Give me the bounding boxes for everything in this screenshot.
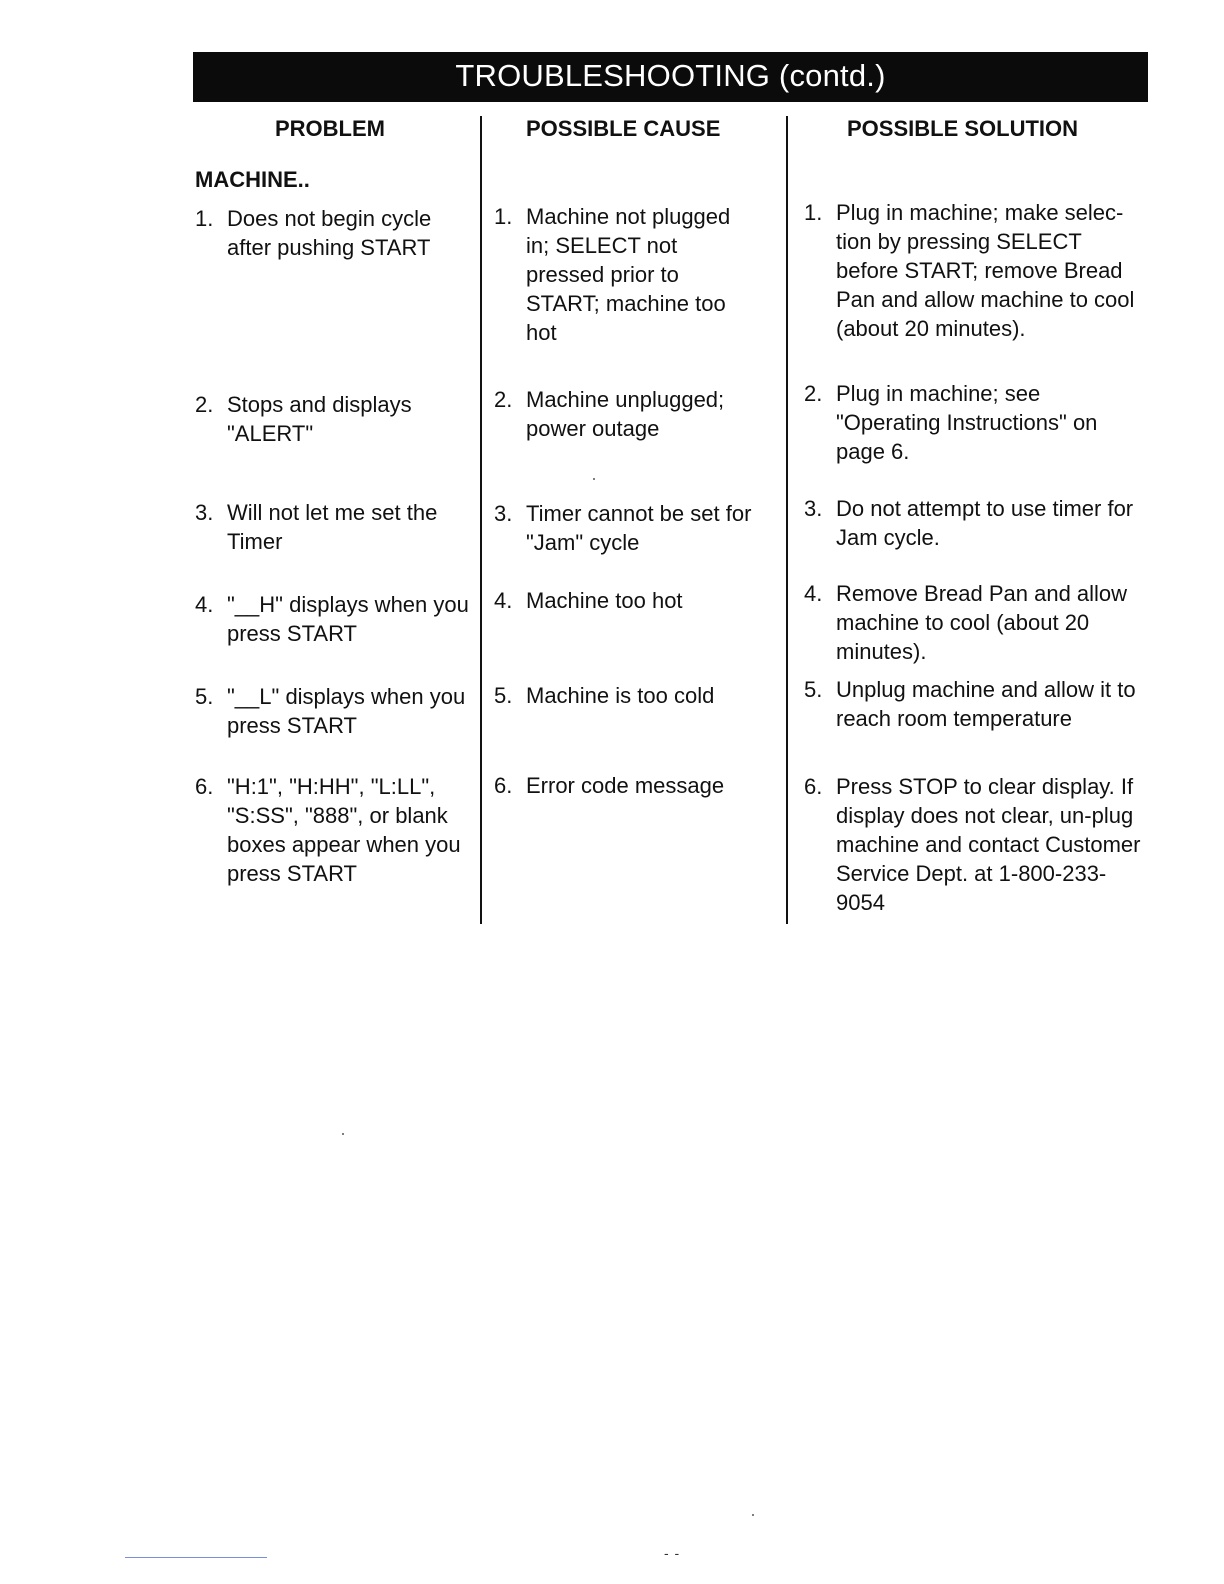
header-possible-cause: POSSIBLE CAUSE [526, 116, 721, 141]
problem-number: 3. [195, 500, 214, 525]
solution-number: 5. [804, 677, 823, 702]
scan-speck [342, 1133, 344, 1135]
cause-item [494, 385, 756, 443]
solution-text: Do not attempt to use timer for Jam cycle. [836, 496, 1134, 550]
header-possible-solution: POSSIBLE SOLUTION [847, 116, 1079, 141]
cause-number: 2. [494, 387, 513, 412]
problem-text: "__H" displays when you press START [227, 592, 469, 646]
column-divider-right [786, 116, 788, 924]
footer-rule [125, 1557, 267, 1558]
solution-number: 6. [804, 774, 823, 799]
cause-text: Machine not plugged in; SELECT not pressed prior to START; machine too hot [526, 204, 731, 345]
column-divider-left [480, 116, 482, 924]
solution-text: Plug in machine; see "Operating Instructions" on page 6. [836, 381, 1098, 464]
problem-item [195, 772, 475, 888]
cause-text: Machine too hot [526, 588, 683, 613]
problem-item [195, 682, 470, 740]
problem-item [195, 390, 470, 448]
problem-number: 6. [195, 774, 214, 799]
page-number: - - [664, 1545, 681, 1561]
page-title: TROUBLESHOOTING (contd.) [193, 52, 1148, 102]
problem-number: 4. [195, 592, 214, 617]
cause-text: Timer cannot be set for "Jam" cycle [526, 501, 752, 555]
problem-text: Will not let me set the Timer [227, 500, 438, 554]
cause-text: Error code message [526, 773, 725, 798]
solution-number: 4. [804, 581, 823, 606]
cause-number: 1. [494, 204, 513, 229]
cause-number: 6. [494, 773, 513, 798]
problem-text: Does not begin cycle after pushing START [227, 206, 432, 260]
cause-text: Machine unplugged; power outage [526, 387, 725, 441]
solution-number: 2. [804, 381, 823, 406]
cause-text: Machine is too cold [526, 683, 715, 708]
problem-item [195, 204, 470, 262]
solution-number: 3. [804, 496, 823, 521]
section-heading-machine: MACHINE.. [195, 167, 310, 192]
cause-number: 3. [494, 501, 513, 526]
cause-item [494, 586, 756, 615]
problem-item [195, 590, 470, 648]
header-problem: PROBLEM [275, 116, 385, 141]
solution-number: 1. [804, 200, 823, 225]
problem-text: "H:1", "H:HH", "L:LL", "S:SS", "888", or blank boxes appear when you press START [227, 774, 461, 886]
problem-number: 5. [195, 684, 214, 709]
cause-item [494, 771, 756, 800]
solution-item [804, 579, 1144, 666]
cause-item [494, 499, 756, 557]
solution-text: Remove Bread Pan and allow machine to cool (about 20 minutes). [836, 581, 1128, 664]
solution-item [804, 379, 1144, 466]
scan-speck [752, 1514, 754, 1516]
problem-item [195, 498, 470, 556]
solution-text: Plug in machine; make selec-tion by pressing SELECT before START; remove Bread Pan and allow machine to cool (about 20 minutes). [836, 200, 1135, 341]
solution-item [804, 198, 1144, 343]
problem-number: 1. [195, 206, 214, 231]
cause-item [494, 202, 756, 347]
solution-item [804, 494, 1144, 552]
solution-item [804, 675, 1144, 733]
solution-item [804, 772, 1144, 917]
cause-number: 5. [494, 683, 513, 708]
cause-item [494, 681, 756, 710]
problem-text: "__L" displays when you press START [227, 684, 466, 738]
solution-text: Unplug machine and allow it to reach room temperature [836, 677, 1136, 731]
cause-number: 4. [494, 588, 513, 613]
problem-text: Stops and displays "ALERT" [227, 392, 412, 446]
problem-number: 2. [195, 392, 214, 417]
solution-text: Press STOP to clear display. If display does not clear, un-plug machine and contact Customer Service Dept. at 1-800-233-9054 [836, 774, 1141, 915]
scan-speck [593, 478, 595, 480]
